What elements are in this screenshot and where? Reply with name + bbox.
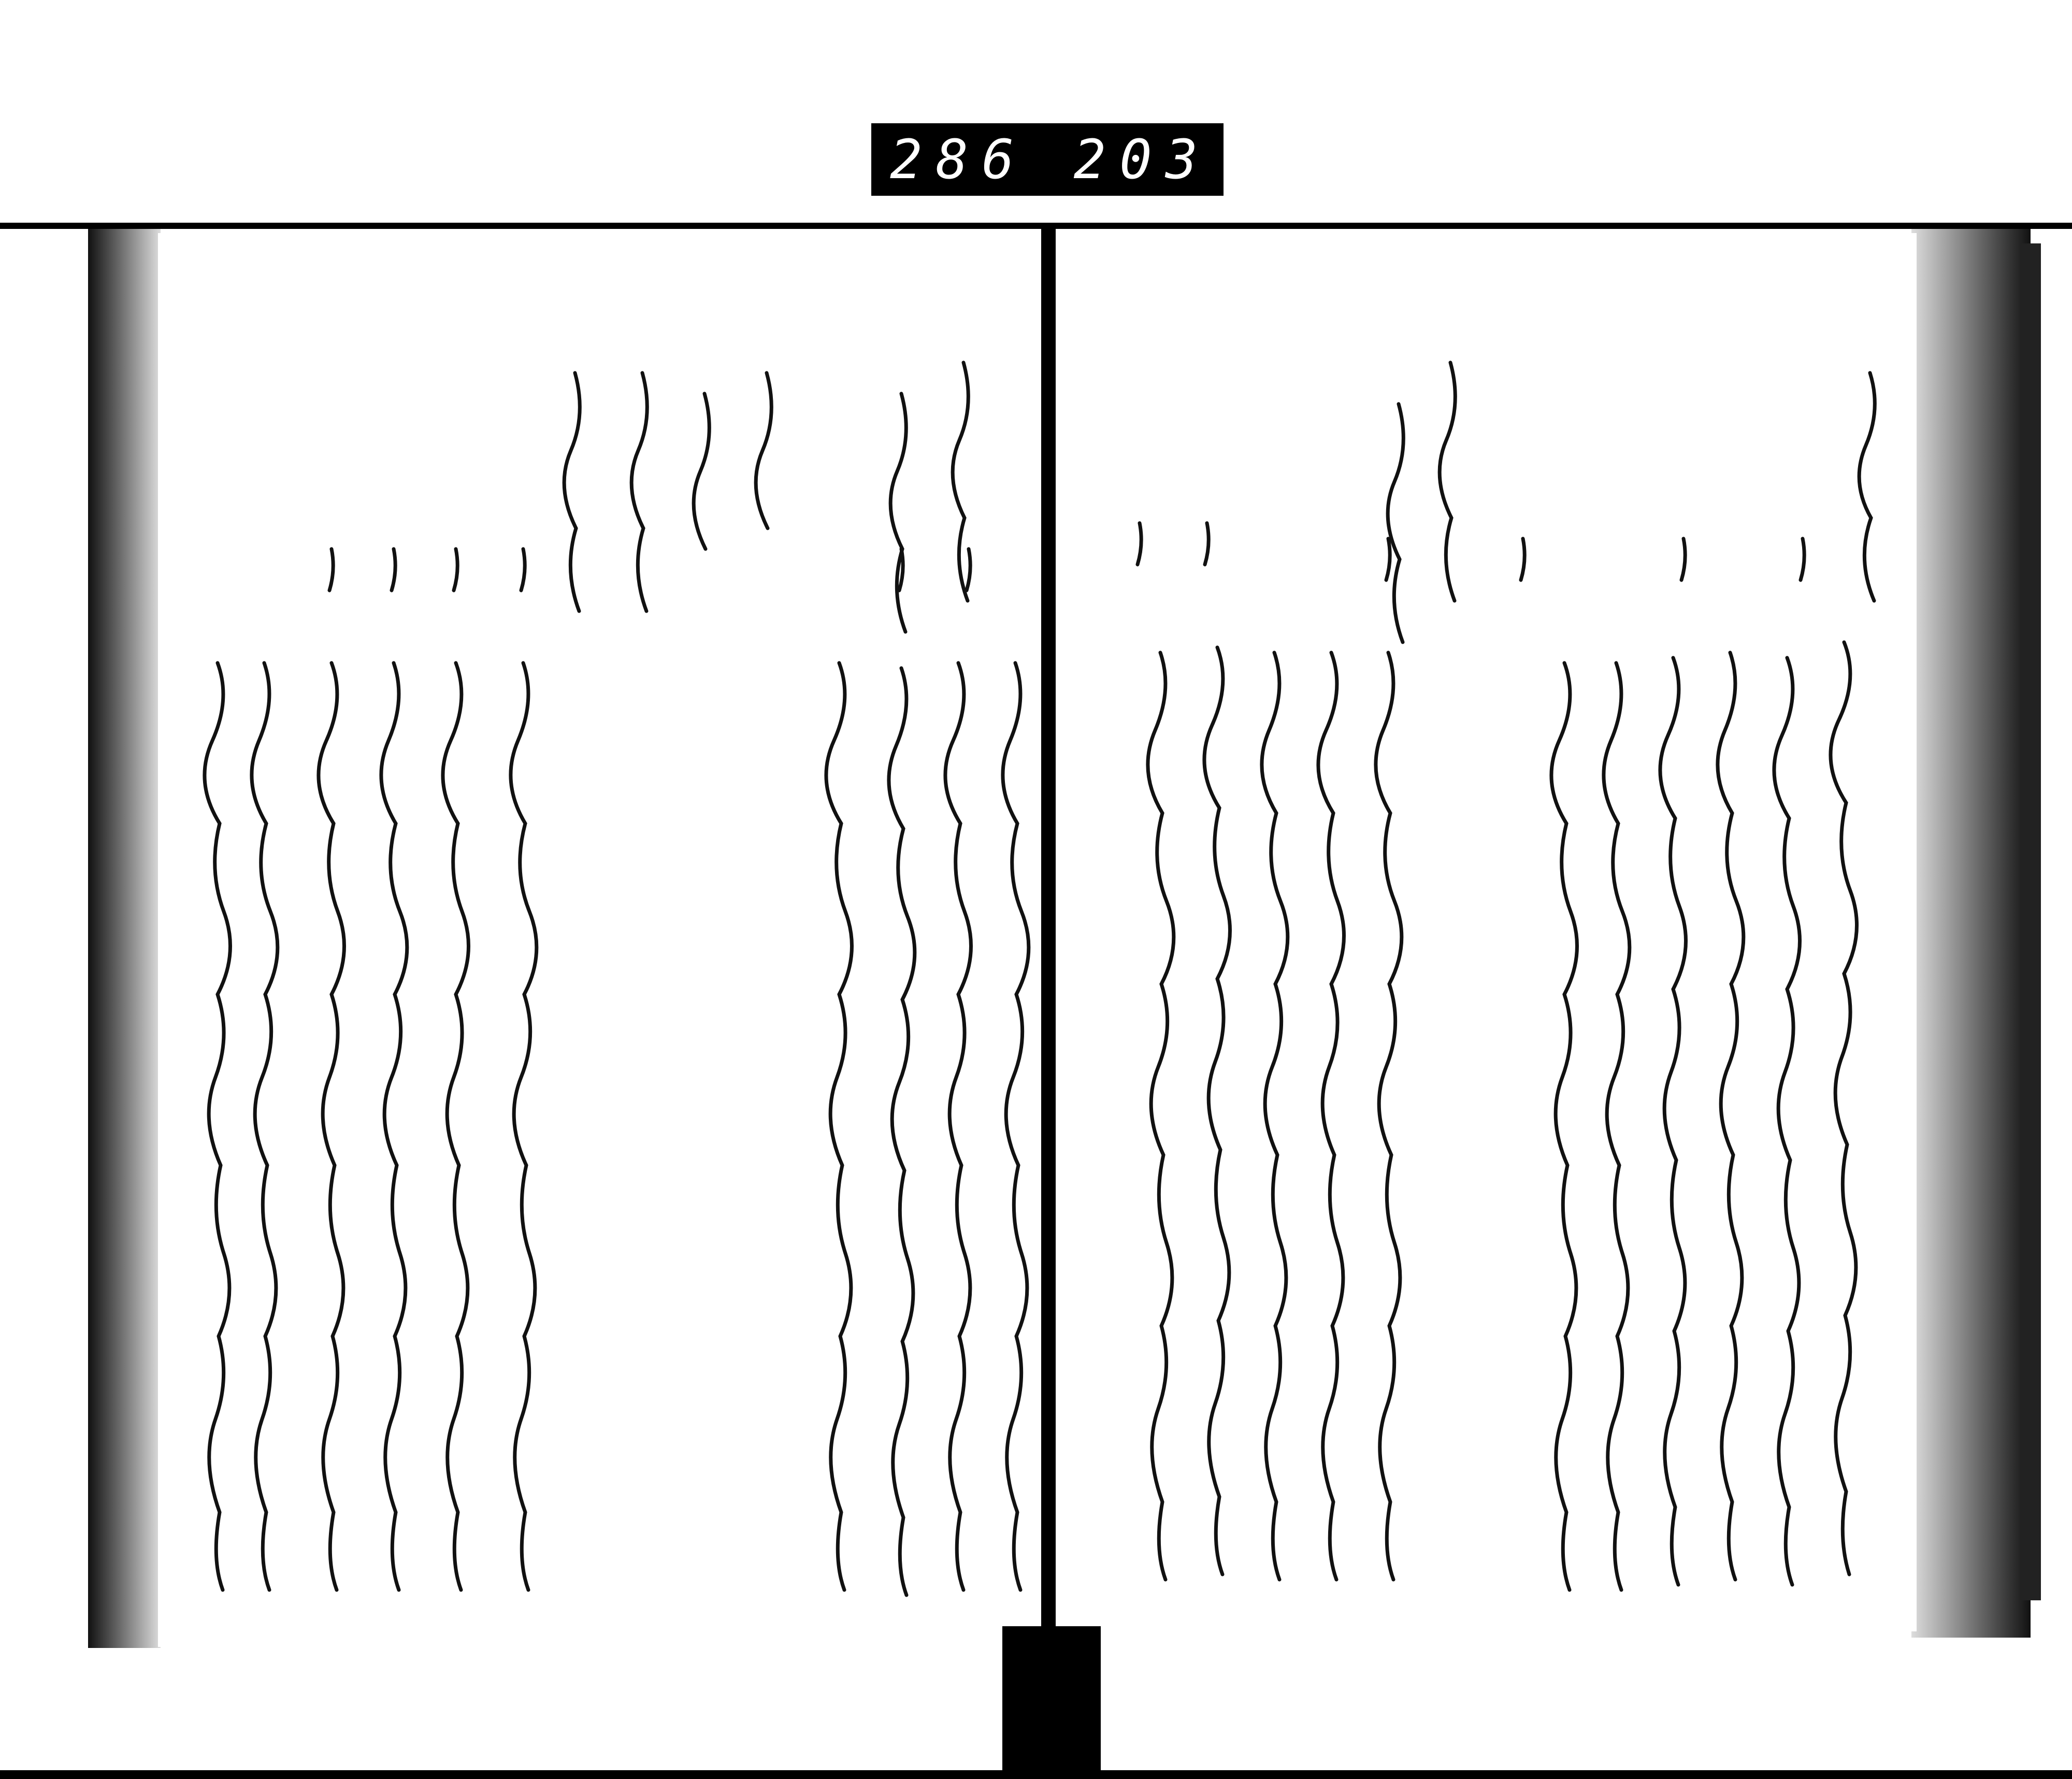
right-page (1057, 233, 1917, 1631)
right-outer-edge (2020, 243, 2041, 1600)
spine-bottom (1002, 1626, 1101, 1770)
top-rule (0, 223, 2072, 229)
reference-label: 286 203 (890, 128, 1212, 191)
left-page-edge (88, 229, 161, 1648)
book-gutter (1041, 229, 1056, 1627)
bottom-rule (0, 1770, 2072, 1779)
right-page-edge (1911, 229, 2031, 1638)
